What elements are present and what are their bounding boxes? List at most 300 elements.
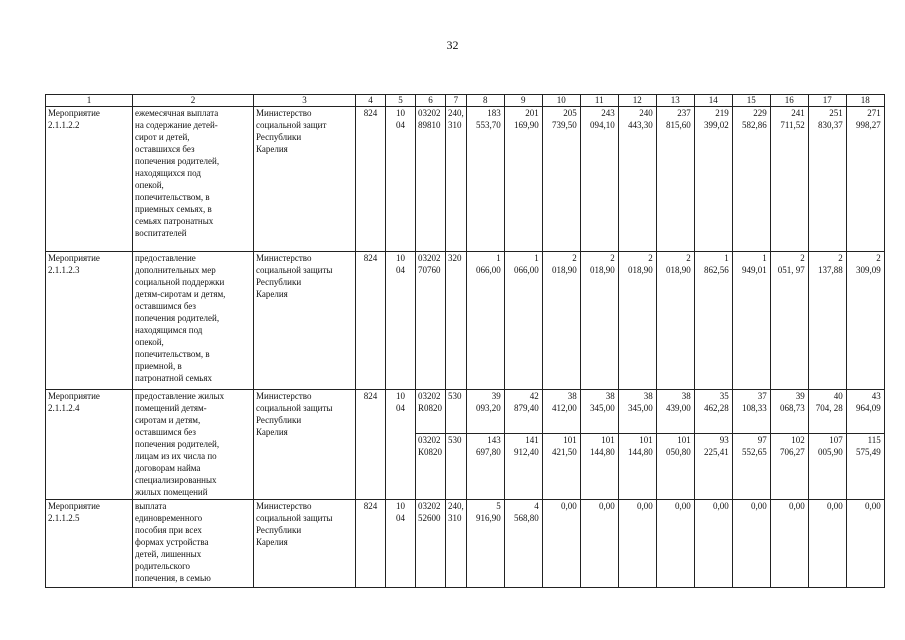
amount-line: 107 — [829, 435, 843, 445]
target-article-line: 89810 — [418, 120, 441, 130]
table-row — [46, 500, 885, 588]
target-article-line: 03202 — [418, 501, 441, 511]
description-line: попечения родителей, — [135, 313, 220, 323]
amount-cell — [846, 500, 884, 588]
amount-line: 42 — [529, 391, 539, 401]
amount-line: 553,70 — [476, 120, 501, 130]
measure-label-cell — [46, 390, 133, 500]
amount-line: 101 — [563, 435, 577, 445]
amount-cell — [656, 252, 694, 390]
amount-line: 0,00 — [637, 501, 653, 511]
description-line: приемных семьях, в — [135, 204, 212, 214]
amount-line: 582,86 — [742, 120, 767, 130]
amount-cell — [656, 107, 694, 252]
description-line: оставшихся без — [135, 144, 195, 154]
target-article-line: 70760 — [418, 265, 441, 275]
amount-cell — [504, 390, 542, 434]
amount-cell — [732, 390, 770, 434]
amount-line: 421,50 — [552, 447, 577, 457]
amount-line: 5 — [496, 501, 501, 511]
amount-line: 2 — [610, 253, 615, 263]
amount-cell — [846, 107, 884, 252]
amount-cell — [466, 107, 504, 252]
amount-line: 225,41 — [704, 447, 729, 457]
amount-line: 462,28 — [704, 403, 729, 413]
target-article-line: 03202 — [418, 253, 441, 263]
column-number-cell: 14 — [694, 95, 732, 107]
amount-cell — [542, 390, 580, 434]
measure-label-cell — [46, 500, 133, 588]
amount-line: 443,30 — [628, 120, 653, 130]
amount-cell — [770, 434, 808, 500]
amount-line: 739,50 — [552, 120, 577, 130]
page-number: 32 — [446, 38, 459, 52]
amount-cell — [808, 434, 846, 500]
description-line: специализированных — [135, 475, 217, 485]
amount-line: 575,49 — [856, 447, 881, 457]
amount-line: 345,00 — [628, 403, 653, 413]
amount-line: 0,00 — [865, 501, 881, 511]
amount-line: 141 — [525, 435, 539, 445]
amount-cell — [618, 107, 656, 252]
amount-line: 101 — [639, 435, 653, 445]
target-article-line: 03202 — [418, 435, 441, 445]
description-line: родительского — [135, 561, 191, 571]
column-number-cell: 3 — [254, 95, 356, 107]
description-line: предоставление — [135, 253, 196, 263]
amount-line: 2 — [876, 253, 881, 263]
description-line: попечительством, в — [135, 192, 210, 202]
description-line: единовременного — [135, 513, 203, 523]
section-line: 10 — [396, 391, 405, 401]
measure-label-line: 2.1.1.2.2 — [48, 120, 80, 130]
executor-line: Республики — [256, 132, 302, 142]
code-cell — [356, 500, 386, 588]
description-line: воспитателей — [135, 228, 187, 238]
target-article-cell — [416, 434, 446, 500]
amount-line: 912,40 — [514, 447, 539, 457]
amount-line: 237 — [677, 108, 691, 118]
amount-line: 39 — [491, 391, 501, 401]
amount-line: 412,00 — [552, 403, 577, 413]
amount-line: 243 — [601, 108, 615, 118]
executor-line: социальной защиты — [256, 265, 333, 275]
executor-cell — [254, 390, 356, 500]
description-line: ежемесячная выплата — [135, 108, 219, 118]
expense-type-line: 310 — [448, 513, 462, 523]
section-line: 04 — [396, 513, 405, 523]
amount-line: 169,90 — [514, 120, 539, 130]
amount-cell — [542, 252, 580, 390]
description-line: выплата — [135, 501, 167, 511]
amount-line: 949,01 — [742, 265, 767, 275]
description-line: попечения родителей, — [135, 439, 220, 449]
column-number-cell: 5 — [386, 95, 416, 107]
amount-line: 38 — [567, 391, 577, 401]
amount-line: 39 — [795, 391, 805, 401]
section-line: 10 — [396, 108, 405, 118]
section-line: 04 — [396, 403, 405, 413]
amount-line: 399,02 — [704, 120, 729, 130]
amount-line: 229 — [753, 108, 767, 118]
expense-type-cell — [446, 107, 467, 252]
amount-line: 38 — [681, 391, 691, 401]
column-number-cell: 16 — [770, 95, 808, 107]
description-line: находящихся под — [135, 168, 201, 178]
amount-line: 1 — [496, 253, 501, 263]
description-line: лицам из их числа по — [135, 451, 217, 461]
amount-line: 241 — [791, 108, 805, 118]
amount-line: 018,90 — [666, 265, 691, 275]
amount-cell — [846, 434, 884, 500]
amount-line: 2 — [838, 253, 843, 263]
code-value: 824 — [363, 253, 378, 263]
amount-line: 018,90 — [590, 265, 615, 275]
amount-cell — [504, 434, 542, 500]
amount-line: 43 — [871, 391, 881, 401]
amount-cell — [846, 390, 884, 434]
target-article-line: 03202 — [418, 391, 441, 401]
amount-line: 115 — [867, 435, 881, 445]
description-line: оставшимся без — [135, 427, 196, 437]
amount-line: 916,90 — [476, 513, 501, 523]
description-line: детей, лишенных — [135, 549, 202, 559]
amount-line: 815,60 — [666, 120, 691, 130]
section-line: 10 — [396, 253, 405, 263]
budget-table — [45, 94, 885, 588]
executor-line: социальной защит — [256, 120, 327, 130]
amount-cell — [732, 434, 770, 500]
column-number-cell: 7 — [446, 95, 467, 107]
amount-cell — [542, 500, 580, 588]
amount-cell — [808, 107, 846, 252]
target-article-line: 03202 — [418, 108, 441, 118]
amount-cell — [466, 434, 504, 500]
executor-line: Министерство — [256, 253, 312, 263]
amount-line: 38 — [643, 391, 653, 401]
amount-line: 1 — [534, 253, 539, 263]
executor-line: социальной защиты — [256, 513, 333, 523]
column-number-cell: 10 — [542, 95, 580, 107]
amount-line: 050,80 — [666, 447, 691, 457]
amount-cell — [732, 107, 770, 252]
description-line: приемной, в — [135, 361, 182, 371]
column-number-cell: 4 — [356, 95, 386, 107]
amount-line: 201 — [525, 108, 539, 118]
amount-line: 37 — [757, 391, 767, 401]
measure-label-cell — [46, 107, 133, 252]
amount-line: 101 — [601, 435, 615, 445]
executor-line: социальной защиты — [256, 403, 333, 413]
section-cell — [386, 500, 416, 588]
amount-line: 697,80 — [476, 447, 501, 457]
amount-cell — [694, 500, 732, 588]
amount-line: 093,20 — [476, 403, 501, 413]
amount-line: 2 — [648, 253, 653, 263]
expense-type-cell — [446, 390, 467, 434]
executor-line: Карелия — [256, 144, 288, 154]
amount-line: 704, 28 — [815, 403, 843, 413]
amount-line: 830,37 — [818, 120, 843, 130]
amount-line: 018,90 — [552, 265, 577, 275]
amount-line: 2 — [686, 253, 691, 263]
description-line: опекой, — [135, 337, 164, 347]
column-number-cell: 6 — [416, 95, 446, 107]
description-line: попечения родителей, — [135, 156, 220, 166]
amount-line: 879,40 — [514, 403, 539, 413]
amount-line: 251 — [829, 108, 843, 118]
amount-cell — [542, 434, 580, 500]
amount-cell — [656, 500, 694, 588]
description-line: предоставление жилых — [135, 391, 225, 401]
expense-type-cell — [446, 500, 467, 588]
amount-cell — [770, 107, 808, 252]
description-cell — [133, 500, 254, 588]
description-line: жилых помещений — [135, 487, 208, 497]
column-number-cell: 1 — [46, 95, 133, 107]
amount-line: 051, 97 — [777, 265, 805, 275]
amount-line: 101 — [677, 435, 691, 445]
executor-line: Республики — [256, 525, 302, 535]
executor-line: Министерство — [256, 501, 312, 511]
target-article-cell — [416, 252, 446, 390]
executor-cell — [254, 252, 356, 390]
amount-cell — [504, 107, 542, 252]
amount-line: 068,73 — [780, 403, 805, 413]
amount-line: 102 — [791, 435, 805, 445]
table-row — [46, 107, 885, 252]
amount-line: 144,80 — [590, 447, 615, 457]
amount-line: 2 — [800, 253, 805, 263]
amount-cell — [694, 390, 732, 434]
amount-line: 143 — [487, 435, 501, 445]
amount-line: 4 — [534, 501, 539, 511]
measure-label-line: Мероприятие — [48, 108, 100, 118]
amount-cell — [656, 390, 694, 434]
section-line: 04 — [396, 265, 405, 275]
description-line: дополнительных мер — [135, 265, 216, 275]
amount-line: 183 — [487, 108, 501, 118]
amount-cell — [580, 390, 618, 434]
expense-type-line: 240, — [448, 108, 464, 118]
target-article-line: 52600 — [418, 513, 441, 523]
description-line: семьях патронатных — [135, 216, 214, 226]
amount-cell — [504, 252, 542, 390]
expense-type-line: 310 — [448, 120, 462, 130]
description-line: детям-сиротам и детям, — [135, 289, 226, 299]
code-cell — [356, 252, 386, 390]
amount-line: 066,00 — [514, 265, 539, 275]
amount-cell — [808, 390, 846, 434]
column-number-cell: 15 — [732, 95, 770, 107]
amount-cell — [846, 252, 884, 390]
target-article-cell — [416, 107, 446, 252]
amount-line: 0,00 — [599, 501, 615, 511]
amount-cell — [808, 500, 846, 588]
amount-line: 144,80 — [628, 447, 653, 457]
amount-line: 0,00 — [561, 501, 577, 511]
amount-cell — [580, 107, 618, 252]
executor-line: Республики — [256, 277, 302, 287]
executor-line: Карелия — [256, 537, 288, 547]
amount-cell — [618, 252, 656, 390]
amount-cell — [732, 500, 770, 588]
description-line: патронатной семьях — [135, 373, 213, 383]
description-cell — [133, 107, 254, 252]
amount-line: 40 — [833, 391, 843, 401]
amount-cell — [656, 434, 694, 500]
column-number-cell: 12 — [618, 95, 656, 107]
measure-label-line: Мероприятие — [48, 501, 100, 511]
measure-label-line: Мероприятие — [48, 391, 100, 401]
executor-line: Карелия — [256, 427, 288, 437]
expense-type-line: 240, — [448, 501, 464, 511]
column-number-cell: 13 — [656, 95, 694, 107]
description-cell — [133, 252, 254, 390]
expense-type-cell — [446, 434, 467, 500]
target-article-cell — [416, 390, 446, 434]
amount-line: 97 — [757, 435, 767, 445]
code-value: 824 — [363, 108, 378, 118]
column-number-cell: 17 — [808, 95, 846, 107]
description-line: пособия при всех — [135, 525, 202, 535]
measure-label-cell — [46, 252, 133, 390]
amount-line: 998,27 — [856, 120, 881, 130]
description-line: находящимся под — [135, 325, 203, 335]
amount-cell — [618, 434, 656, 500]
description-cell — [133, 390, 254, 500]
expense-type-line: 320 — [448, 253, 462, 263]
description-line: договорам найма — [135, 463, 201, 473]
code-cell — [356, 107, 386, 252]
description-line: формах устройства — [135, 537, 209, 547]
description-line: сирот и детей, — [135, 132, 190, 142]
amount-cell — [466, 252, 504, 390]
code-value: 824 — [363, 501, 378, 511]
amount-line: 005,90 — [818, 447, 843, 457]
amount-line: 271 — [867, 108, 881, 118]
description-line: на содержание детей- — [135, 120, 218, 130]
amount-line: 240 — [639, 108, 653, 118]
amount-cell — [580, 500, 618, 588]
amount-line: 0,00 — [789, 501, 805, 511]
amount-cell — [770, 500, 808, 588]
amount-cell — [618, 390, 656, 434]
amount-line: 309,09 — [856, 265, 881, 275]
description-line: помещений детям- — [135, 403, 207, 413]
amount-line: 964,09 — [856, 403, 881, 413]
amount-cell — [694, 252, 732, 390]
executor-cell — [254, 500, 356, 588]
measure-label-line: 2.1.1.2.3 — [48, 265, 80, 275]
measure-label-line: 2.1.1.2.5 — [48, 513, 80, 523]
executor-line: Карелия — [256, 289, 288, 299]
executor-line: Министерство — [256, 108, 312, 118]
column-number-cell: 9 — [504, 95, 542, 107]
amount-line: 0,00 — [675, 501, 691, 511]
executor-line: Министерство — [256, 391, 312, 401]
section-cell — [386, 107, 416, 252]
amount-cell — [770, 390, 808, 434]
column-header-row — [46, 95, 885, 107]
description-line: опекой, — [135, 180, 164, 190]
amount-line: 1 — [724, 253, 729, 263]
amount-cell — [580, 252, 618, 390]
description-line: оставшимся без — [135, 301, 196, 311]
section-cell — [386, 252, 416, 390]
target-article-cell — [416, 500, 446, 588]
amount-cell — [504, 500, 542, 588]
expense-type-line: 530 — [448, 435, 462, 445]
code-value: 824 — [363, 391, 378, 401]
amount-cell — [694, 107, 732, 252]
description-line: сиротам и детям, — [135, 415, 201, 425]
amount-line: 711,52 — [780, 120, 805, 130]
description-line: попечения, в семью — [135, 573, 211, 583]
amount-line: 094,10 — [590, 120, 615, 130]
executor-line: Республики — [256, 415, 302, 425]
amount-cell — [466, 500, 504, 588]
description-line: социальной поддержки — [135, 277, 225, 287]
code-cell — [356, 390, 386, 500]
amount-line: 0,00 — [751, 501, 767, 511]
expense-type-line: 530 — [448, 391, 462, 401]
executor-cell — [254, 107, 356, 252]
amount-cell — [770, 252, 808, 390]
measure-label-line: 2.1.1.2.4 — [48, 403, 80, 413]
amount-cell — [694, 434, 732, 500]
amount-line: 38 — [605, 391, 615, 401]
amount-line: 568,80 — [514, 513, 539, 523]
section-line: 10 — [396, 501, 405, 511]
amount-line: 439,00 — [666, 403, 691, 413]
amount-line: 2 — [572, 253, 577, 263]
amount-line: 93 — [719, 435, 729, 445]
amount-line: 0,00 — [713, 501, 729, 511]
description-line: попечительством, в — [135, 349, 210, 359]
amount-line: 345,00 — [590, 403, 615, 413]
amount-line: 35 — [719, 391, 729, 401]
amount-line: 205 — [563, 108, 577, 118]
amount-line: 108,33 — [742, 403, 767, 413]
measure-label-line: Мероприятие — [48, 253, 100, 263]
column-number-cell: 2 — [133, 95, 254, 107]
amount-line: 552,65 — [742, 447, 767, 457]
amount-cell — [618, 500, 656, 588]
target-article-line: R0820 — [418, 403, 443, 413]
amount-cell — [732, 252, 770, 390]
amount-cell — [808, 252, 846, 390]
expense-type-cell — [446, 252, 467, 390]
column-number-cell: 18 — [846, 95, 884, 107]
amount-cell — [542, 107, 580, 252]
amount-cell — [466, 390, 504, 434]
amount-line: 018,90 — [628, 265, 653, 275]
target-article-line: К0820 — [418, 447, 443, 457]
column-number-cell: 11 — [580, 95, 618, 107]
table-subrow — [46, 390, 885, 434]
amount-cell — [580, 434, 618, 500]
amount-line: 1 — [762, 253, 767, 263]
section-cell — [386, 390, 416, 500]
amount-line: 706,27 — [780, 447, 805, 457]
amount-line: 219 — [715, 108, 729, 118]
column-number-cell: 8 — [466, 95, 504, 107]
amount-line: 066,00 — [476, 265, 501, 275]
amount-line: 0,00 — [827, 501, 843, 511]
table-row — [46, 252, 885, 390]
section-line: 04 — [396, 120, 405, 130]
